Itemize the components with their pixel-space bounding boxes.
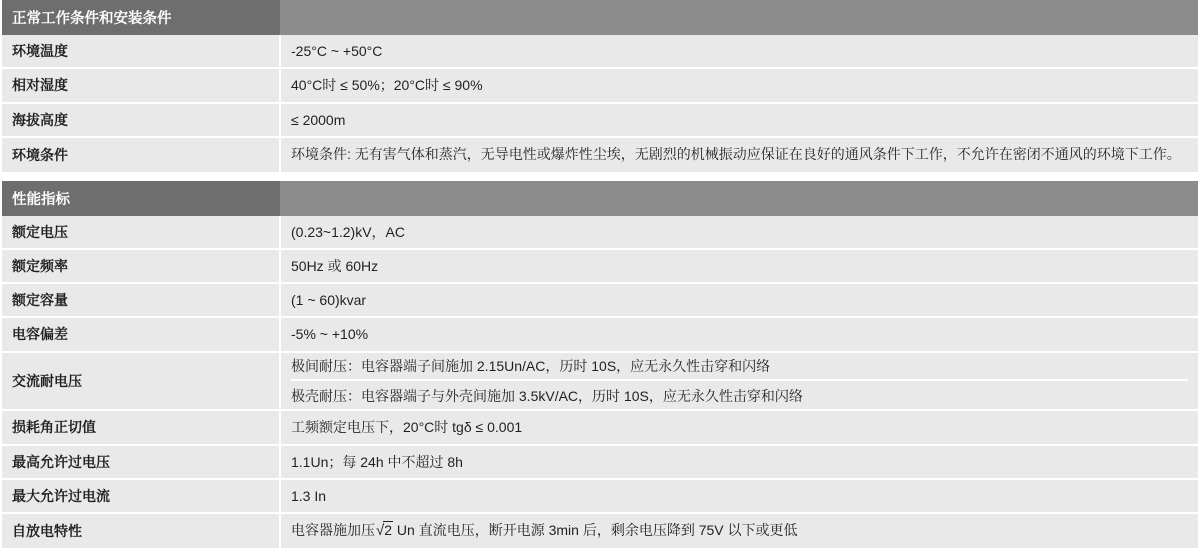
row-label: 额定容量 — [2, 283, 280, 317]
section-header-filler — [280, 0, 1198, 35]
row-value-suffix: Un 直流电压，断开电源 3min 后，剩余电压降到 75V 以下或更低 — [393, 522, 798, 539]
table-row — [2, 317, 1198, 351]
row-value: (1 ~ 60)kvar — [280, 283, 1198, 317]
row-value — [280, 352, 1198, 411]
row-label: 额定频率 — [2, 249, 280, 283]
table-row — [2, 68, 1198, 102]
row-label: 最高允许过电压 — [2, 445, 280, 479]
row-label: 损耗角正切值 — [2, 410, 280, 444]
row-label: 电容偏差 — [2, 317, 280, 351]
row-value-prefix: 电容器施加压 — [291, 522, 375, 539]
section-header-filler — [280, 181, 1198, 216]
row-value: 50Hz 或 60Hz — [280, 249, 1198, 283]
row-label: 相对湿度 — [2, 68, 280, 102]
section-title: 正常工作条件和安装条件 — [2, 0, 280, 35]
table-row — [2, 103, 1198, 137]
section-title: 性能指标 — [2, 181, 280, 216]
row-value — [280, 513, 1198, 548]
row-value: (0.23~1.2)kV，AC — [280, 216, 1198, 249]
row-label: 交流耐电压 — [2, 352, 280, 411]
row-label: 最大允许过电流 — [2, 479, 280, 513]
row-value-line: 极壳耐压：电容器端子与外壳间施加 3.5kV/AC，历时 10S，应无永久性击穿和闪络 — [291, 379, 1188, 406]
table-row — [2, 249, 1198, 283]
row-value: -25°C ~ +50°C — [280, 35, 1198, 68]
sqrt-symbol — [375, 520, 393, 542]
row-label: 额定电压 — [2, 216, 280, 249]
row-value: 工频额定电压下，20°C时 tgδ ≤ 0.001 — [280, 410, 1198, 444]
radical-sign: √ — [376, 522, 385, 540]
table-row — [2, 479, 1198, 513]
row-value — [280, 137, 1198, 172]
radicand: 2 — [384, 522, 393, 539]
table-row — [2, 137, 1198, 172]
row-label: 自放电特性 — [2, 513, 280, 548]
row-value-text: 环境条件: 无有害气体和蒸汽，无导电性或爆炸性尘埃，无剧烈的机械振动应保证在良好的通风条件下工作，不允许在密闭不通风的环境下工作。 — [291, 145, 1181, 162]
row-value: 1.1Un；每 24h 中不超过 8h — [280, 445, 1198, 479]
row-value: -5% ~ +10% — [280, 317, 1198, 351]
section-spacer — [2, 172, 1198, 181]
row-label: 海拔高度 — [2, 103, 280, 137]
spec-table — [2, 0, 1198, 548]
table-row — [2, 352, 1198, 411]
row-value: ≤ 2000m — [280, 103, 1198, 137]
row-label: 环境条件 — [2, 137, 280, 172]
table-row — [2, 445, 1198, 479]
section-spacer-cell — [2, 172, 1198, 181]
table-row — [2, 283, 1198, 317]
table-row — [2, 513, 1198, 548]
row-value: 1.3 In — [280, 479, 1198, 513]
row-value-line: 极间耐压：电容器端子间施加 2.15Un/AC，历时 10S，应无永久性击穿和闪络 — [291, 357, 771, 374]
table-row — [2, 216, 1198, 249]
section-header-row — [2, 181, 1198, 216]
row-label: 环境温度 — [2, 35, 280, 68]
section-header-row — [2, 0, 1198, 35]
row-value: 40°C时 ≤ 50%；20°C时 ≤ 90% — [280, 68, 1198, 102]
table-row — [2, 410, 1198, 444]
table-row — [2, 35, 1198, 68]
